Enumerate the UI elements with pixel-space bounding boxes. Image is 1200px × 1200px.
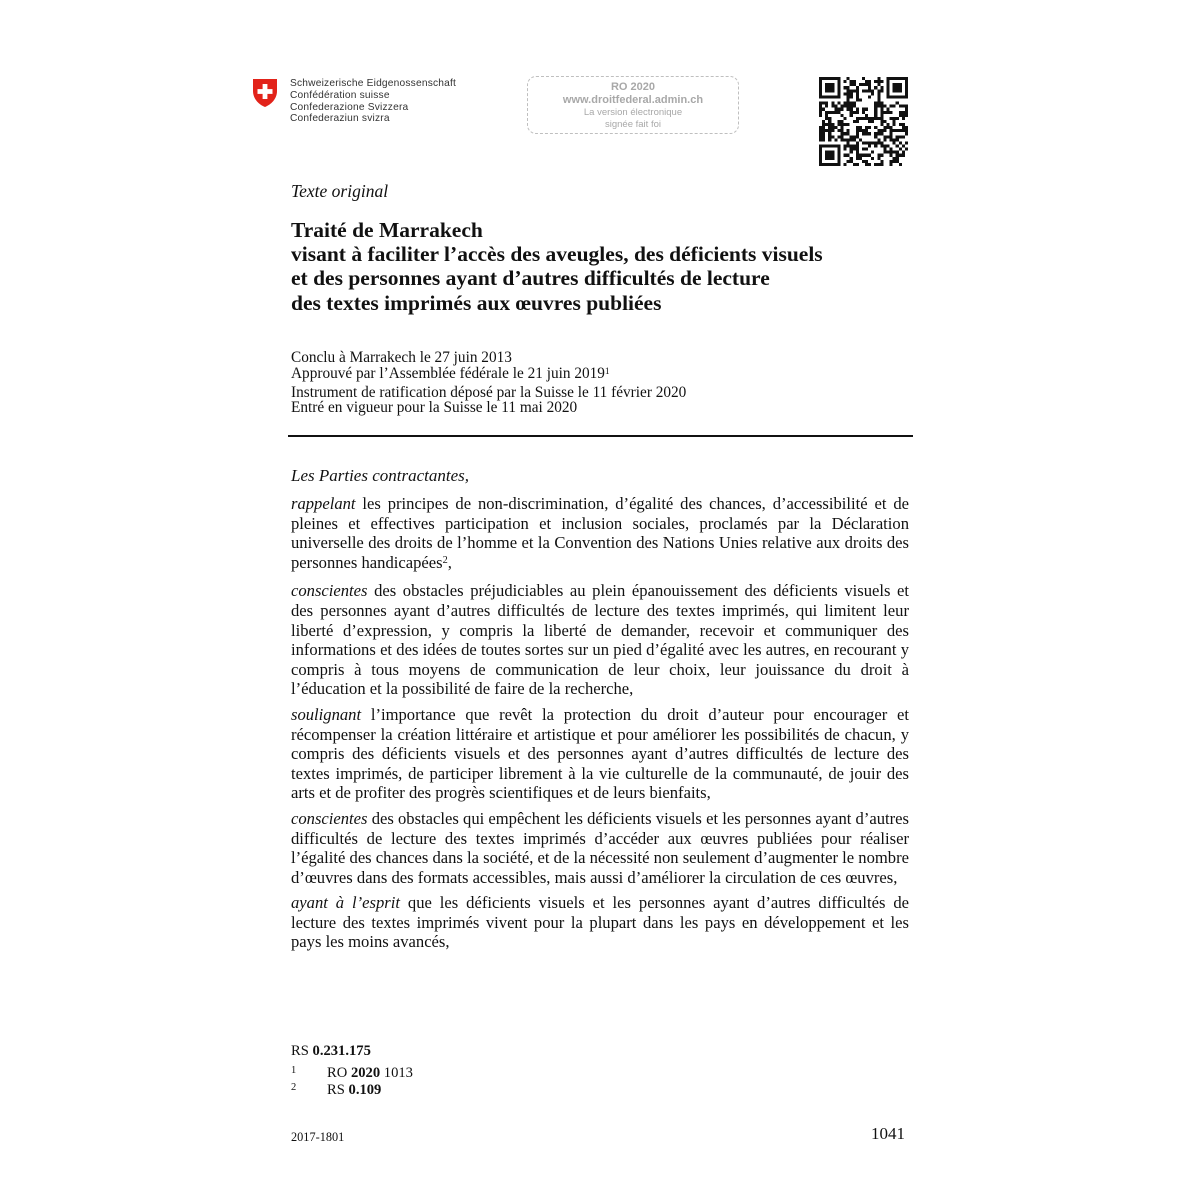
footnote-ref[interactable]: 1 — [604, 366, 610, 377]
document-title — [291, 218, 823, 315]
preamble-paragraph — [291, 893, 909, 952]
confederation-name-rm: Confederaziun svizra — [290, 113, 390, 125]
preamble-paragraph — [291, 581, 909, 699]
preamble-paragraph — [291, 809, 909, 887]
stamp-website: www.droitfederal.admin.ch — [562, 94, 704, 106]
treaty-metadata — [291, 350, 686, 416]
footnote-bold: 2020 — [350, 1065, 381, 1081]
footnote-bold: 0.109 — [348, 1082, 382, 1098]
title-line: visant à faciliter l’accès des aveugles, des déficients visuels — [291, 242, 823, 267]
rs-number: 0.231.175 — [312, 1043, 371, 1059]
paragraph-text: les principes de non-discrimination, d’égalité des chances, d’accessibilité et de pleines et effectives participation et inclusion sociales, proclamés par la Déclaration universelle des droits de l’homme et la Convention des Nations Unies relative aux droits des personnes handicapées — [291, 494, 909, 572]
document-id: 2017-1801 — [291, 1130, 345, 1144]
footnote — [291, 1080, 381, 1098]
title-line: des textes imprimés aux œuvres publiées — [291, 290, 662, 315]
concluded-date: Conclu à Marrakech le 27 juin 2013 — [291, 349, 512, 366]
footnote-prefix: RS — [327, 1082, 345, 1098]
footnote-suffix: 1013 — [380, 1065, 413, 1081]
ratification-line: Instrument de ratification déposé par la Suisse le 11 février 2020 — [291, 383, 687, 401]
paragraph-lead: soulignant — [291, 704, 362, 724]
paragraph-lead: rappelant — [291, 494, 356, 513]
section-divider — [288, 435, 913, 437]
preamble-paragraph — [291, 494, 909, 575]
page-number: 1041 — [871, 1124, 905, 1143]
preamble-body — [291, 494, 909, 958]
paragraph-lead: conscientes — [291, 581, 368, 601]
rs-reference — [291, 1043, 371, 1060]
swiss-coat-of-arms-icon — [252, 78, 278, 108]
footnote — [291, 1063, 413, 1081]
title-line: Traité de Marrakech — [291, 218, 483, 242]
paragraph-lead: ayant à l’esprit — [291, 893, 400, 913]
rs-prefix: RS — [291, 1043, 309, 1059]
paragraph-tail: , — [447, 552, 452, 572]
approval-date: Approuvé par l’Assemblée fédérale le 21 juin 2019 — [291, 364, 605, 382]
paragraph-text: que les déficients visuels et les personnes ayant d’autres difficultés de lecture des textes imprimés vivent pour la plupart dans les pays en développement et les pays les moins avancés, — [291, 893, 909, 952]
paragraph-text: des obstacles préjudiciables au plein épanouissement des déficients visuels et des personnes ayant d’autres difficultés de lecture des textes imprimés, qui limitent leur liberté d’expression, y compris la liberté de demander, recevoir et communiquer des informations et des idées de toutes sortes sur un pied d’égalité avec les autres, en recourant y compris à tous moyens de communication de leur choix, leur jouissance du droit à l’éducation et la possibilité de faire de la recherche, — [291, 581, 909, 699]
confederation-name-fr: Confédération suisse — [290, 89, 390, 101]
paragraph-lead: conscientes — [291, 808, 368, 828]
paragraph-text: l’importance que revêt la protection du droit d’auteur pour encourager et récompenser la création littéraire et artistique et pour améliorer les possibilités de chacun, y compris des déficients visuels et des personnes ayant d’autres difficultés de lecture des textes imprimés, de participer librement à la vie culturelle de la communauté, de jouir des arts et de profiter des progrès scientifiques et de leurs bienfaits, — [291, 704, 909, 803]
footnote-ref[interactable]: 2 — [442, 555, 448, 567]
stamp-note-line1: La version électronique — [583, 107, 683, 118]
footnote-number: 1 — [291, 1065, 297, 1076]
paragraph-text: des obstacles qui empêchent les déficients visuels et les personnes ayant d’autres difficultés de lecture des textes imprimés d’accéder aux œuvres publiées pour réaliser l’égalité des chances dans la société, et de la nécessité non seulement d’augmenter le nombre d’œuvres dans des formats accessibles, mais aussi d’améliorer la circulation de ces œuvres, — [291, 808, 909, 887]
stamp-note-line2: signée fait foi — [605, 118, 661, 130]
preamble-heading: Les Parties contractantes, — [291, 466, 470, 485]
confederation-name-it: Confederazione Svizzera — [290, 101, 409, 113]
approval-line — [291, 366, 686, 385]
preamble-paragraph — [291, 705, 909, 803]
stamp-ro-reference: RO 2020 — [610, 81, 656, 93]
entry-into-force-line: Entré en vigueur pour la Suisse le 11 mai 2020 — [291, 399, 578, 417]
title-line: et des personnes ayant d’autres difficultés de lecture — [291, 266, 770, 291]
confederation-name-de: Schweizerische Eidgenossenschaft — [290, 78, 457, 89]
footnote-prefix: RO — [327, 1065, 348, 1081]
qr-code-icon — [819, 77, 908, 166]
footnote-number: 2 — [291, 1082, 297, 1093]
electronic-version-stamp — [527, 76, 739, 134]
confederation-names — [290, 78, 456, 125]
document-label: Texte original — [291, 181, 389, 201]
